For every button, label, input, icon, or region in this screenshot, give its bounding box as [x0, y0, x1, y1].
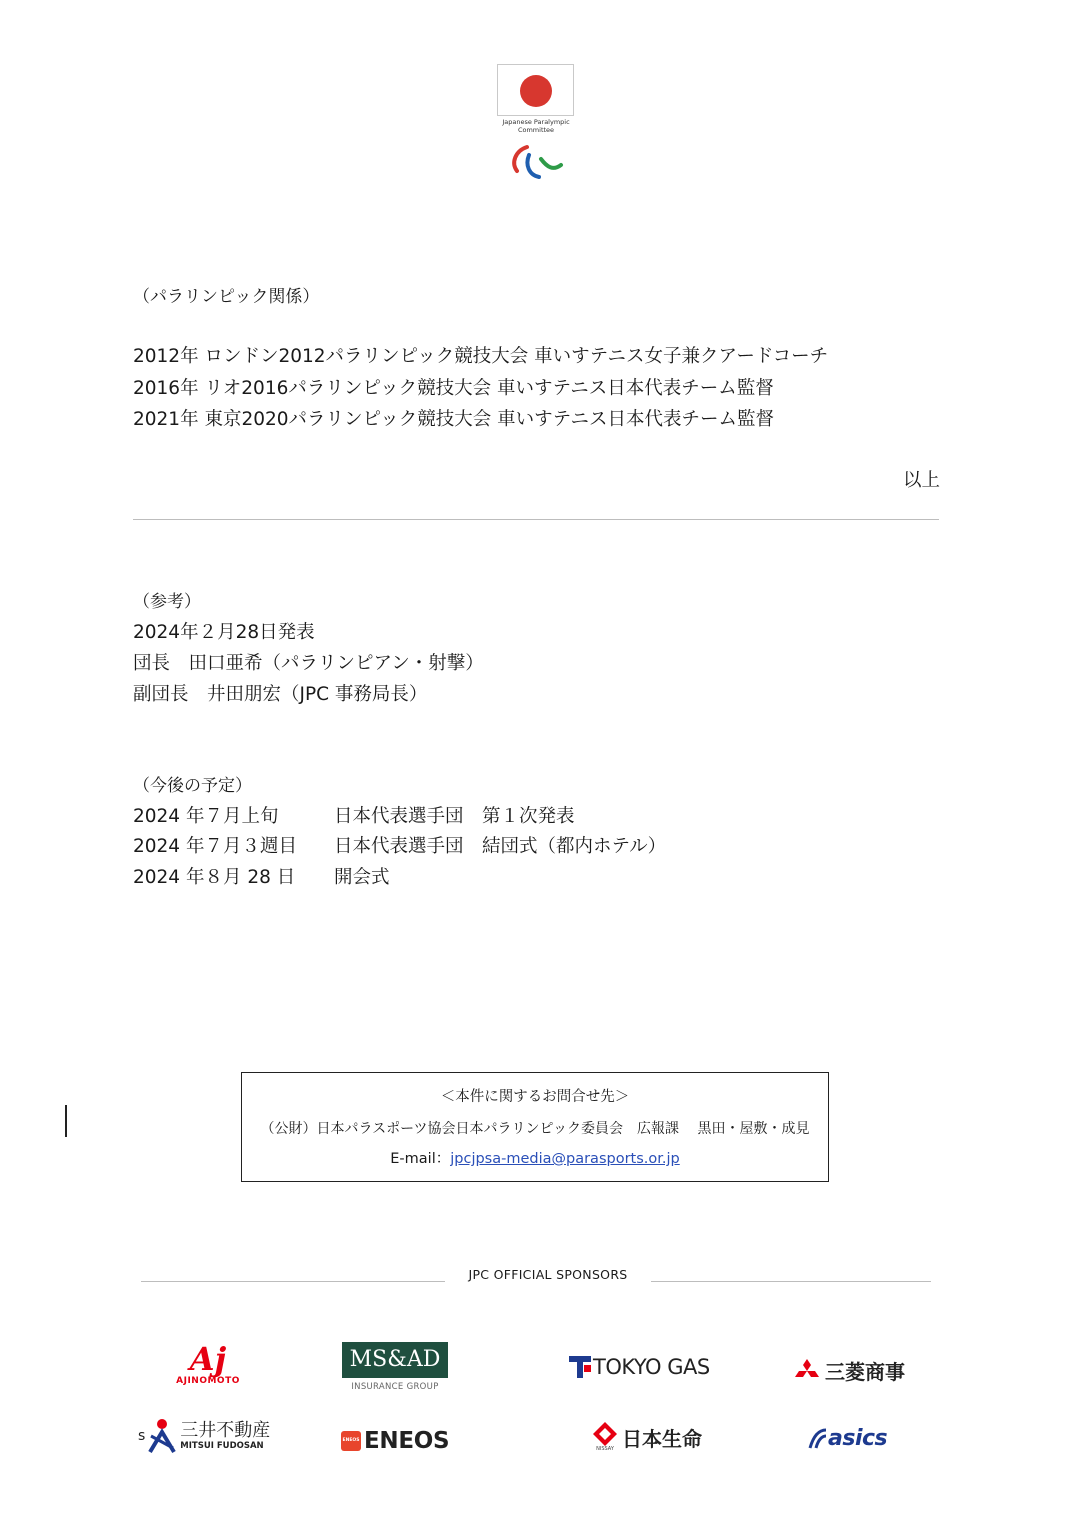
contact-email-row	[242, 1149, 828, 1169]
section-divider	[133, 519, 939, 520]
reference-line: 副団長 井田朋宏（JPC 事務局長）	[133, 684, 428, 705]
schedule-event: 日本代表選手団 結団式（都内ホテル）	[334, 836, 667, 857]
contact-title: ＜本件に関するお問合せ先＞	[440, 1089, 630, 1105]
career-line: 2012年 ロンドン2012パラリンピック競技大会 車いすテニス女子兼クアードコーチ	[133, 346, 829, 367]
mitsui-name: 三井不動産	[180, 1420, 271, 1441]
sponsor-mitsubishi-logo	[794, 1356, 905, 1385]
flag-sun-icon	[520, 75, 552, 107]
mitsui-sub: MITSUI FUDOSAN	[180, 1441, 264, 1451]
email-label: E-mail：	[390, 1151, 451, 1167]
contact-organization: （公財）日本パラスポーツ協会日本パラリンピック委員会 広報課 黒田・屋敷・成見	[260, 1121, 810, 1137]
jpc-flag-logo	[497, 64, 574, 116]
sponsor-ajinomoto-logo	[170, 1342, 246, 1386]
sponsor-eneos-logo	[341, 1428, 449, 1454]
email-link[interactable]: jpcjpsa-media@parasports.or.jp	[450, 1151, 680, 1167]
asics-name: asics	[828, 1426, 888, 1451]
contact-box	[241, 1072, 829, 1182]
mitsui-figure-icon	[147, 1418, 177, 1454]
schedule-date: 2024 年８月 28 日	[133, 867, 296, 888]
sponsor-nissay-logo	[593, 1422, 702, 1452]
schedule-item	[133, 835, 666, 859]
tokyogas-name: TOKYO GAS	[593, 1355, 710, 1379]
career-line: 2021年 東京2020パラリンピック競技大会 車いすテニス日本代表チーム監督	[133, 409, 774, 430]
career-line: 2016年 リオ2016パラリンピック競技大会 車いすテニス日本代表チーム監督	[133, 378, 774, 399]
msad-sub: INSURANCE GROUP	[351, 1382, 439, 1392]
logo-caption-line1: Japanese Paralympic	[502, 118, 570, 126]
agitos-icon	[507, 141, 565, 185]
eneos-name: ENEOS	[364, 1428, 450, 1454]
sponsors-title: JPC OFFICIAL SPONSORS	[468, 1267, 628, 1282]
reference-line: 団長 田口亜希（パラリンピアン・射撃）	[133, 653, 484, 674]
asics-stripes-icon	[808, 1428, 828, 1450]
schedule-item	[133, 805, 575, 829]
sponsor-mitsui-logo	[138, 1418, 270, 1454]
three-diamonds-icon	[794, 1359, 820, 1383]
nissay-name: 日本生命	[622, 1426, 702, 1451]
career-heading: （パラリンピック関係）	[133, 287, 320, 307]
ajinomoto-name: AJINOMOTO	[176, 1376, 240, 1386]
schedule-date: 2024 年７月３週目	[133, 836, 297, 857]
reference-line: 2024年２月28日発表	[133, 622, 315, 643]
text-cursor	[65, 1105, 67, 1137]
mitsubishi-name: 三菱商事	[825, 1360, 905, 1384]
sponsor-tokyogas-logo	[569, 1355, 710, 1379]
sponsors-divider-left	[141, 1281, 445, 1282]
nissay-sub: NISSAY	[596, 1446, 614, 1452]
schedule-heading: （今後の予定）	[133, 776, 252, 796]
nissay-mark-icon	[593, 1422, 617, 1446]
schedule-event: 開会式	[334, 867, 390, 888]
tokyogas-flame-icon	[569, 1356, 591, 1378]
schedule-item	[133, 866, 390, 890]
sponsor-asics-logo	[808, 1426, 887, 1451]
sponsors-divider-right	[651, 1281, 931, 1282]
reference-heading: （参考）	[133, 592, 201, 612]
eneos-badge-icon: ENEOS	[341, 1431, 361, 1451]
sponsor-msad-logo	[342, 1342, 448, 1392]
msad-mark: MS&AD	[342, 1342, 448, 1378]
logo-caption-line2: Committee	[517, 126, 555, 134]
schedule-event: 日本代表選手団 第１次発表	[334, 806, 575, 827]
mitsui-s-mark: s	[138, 1428, 146, 1444]
closing-text: 以上	[903, 470, 941, 491]
logo-caption	[490, 118, 582, 134]
schedule-date: 2024 年７月上旬	[133, 806, 279, 827]
ajinomoto-mark: Aj	[189, 1340, 227, 1378]
